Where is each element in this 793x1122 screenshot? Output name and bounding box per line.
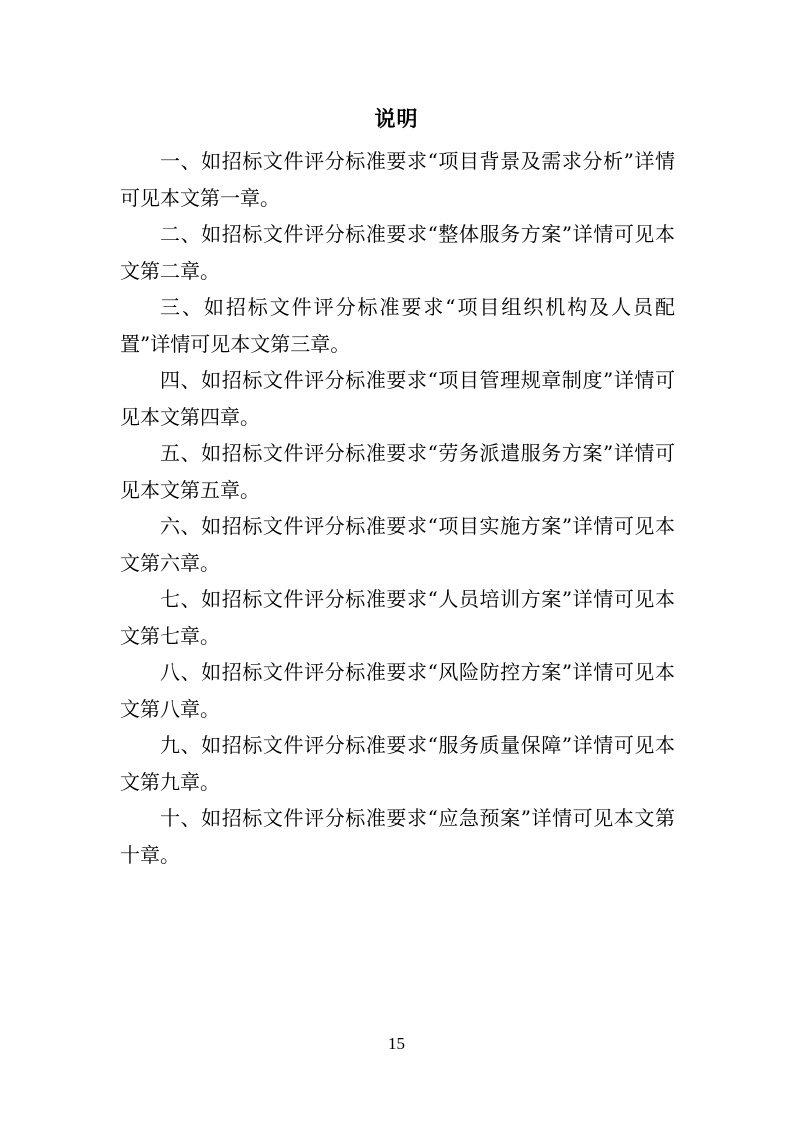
paragraph-1: 一、如招标文件评分标准要求“项目背景及需求分析”详情可见本文第一章。	[120, 149, 675, 210]
paragraph-2: 二、如招标文件评分标准要求“整体服务方案”详情可见本文第二章。	[120, 222, 675, 283]
page-title: 说明	[374, 106, 419, 131]
document-body	[120, 143, 675, 873]
paragraph-5: 五、如招标文件评分标准要求“劳务派遣服务方案”详情可见本文第五章。	[120, 441, 675, 502]
paragraph-4: 四、如招标文件评分标准要求“项目管理规章制度”详情可见本文第四章。	[120, 368, 675, 429]
paragraph-3: 三、如招标文件评分标准要求“项目组织机构及人员配置”详情可见本文第三章。	[120, 295, 675, 356]
paragraph-6: 六、如招标文件评分标准要求“项目实施方案”详情可见本文第六章。	[120, 514, 675, 575]
paragraph-7: 七、如招标文件评分标准要求“人员培训方案”详情可见本文第七章。	[120, 587, 675, 648]
page-number: 15	[388, 1034, 405, 1053]
paragraph-8: 八、如招标文件评分标准要求“风险防控方案”详情可见本文第八章。	[120, 660, 675, 721]
paragraph-9: 九、如招标文件评分标准要求“服务质量保障”详情可见本文第九章。	[120, 733, 675, 794]
paragraph-10: 十、如招标文件评分标准要求“应急预案”详情可见本文第十章。	[120, 806, 675, 867]
